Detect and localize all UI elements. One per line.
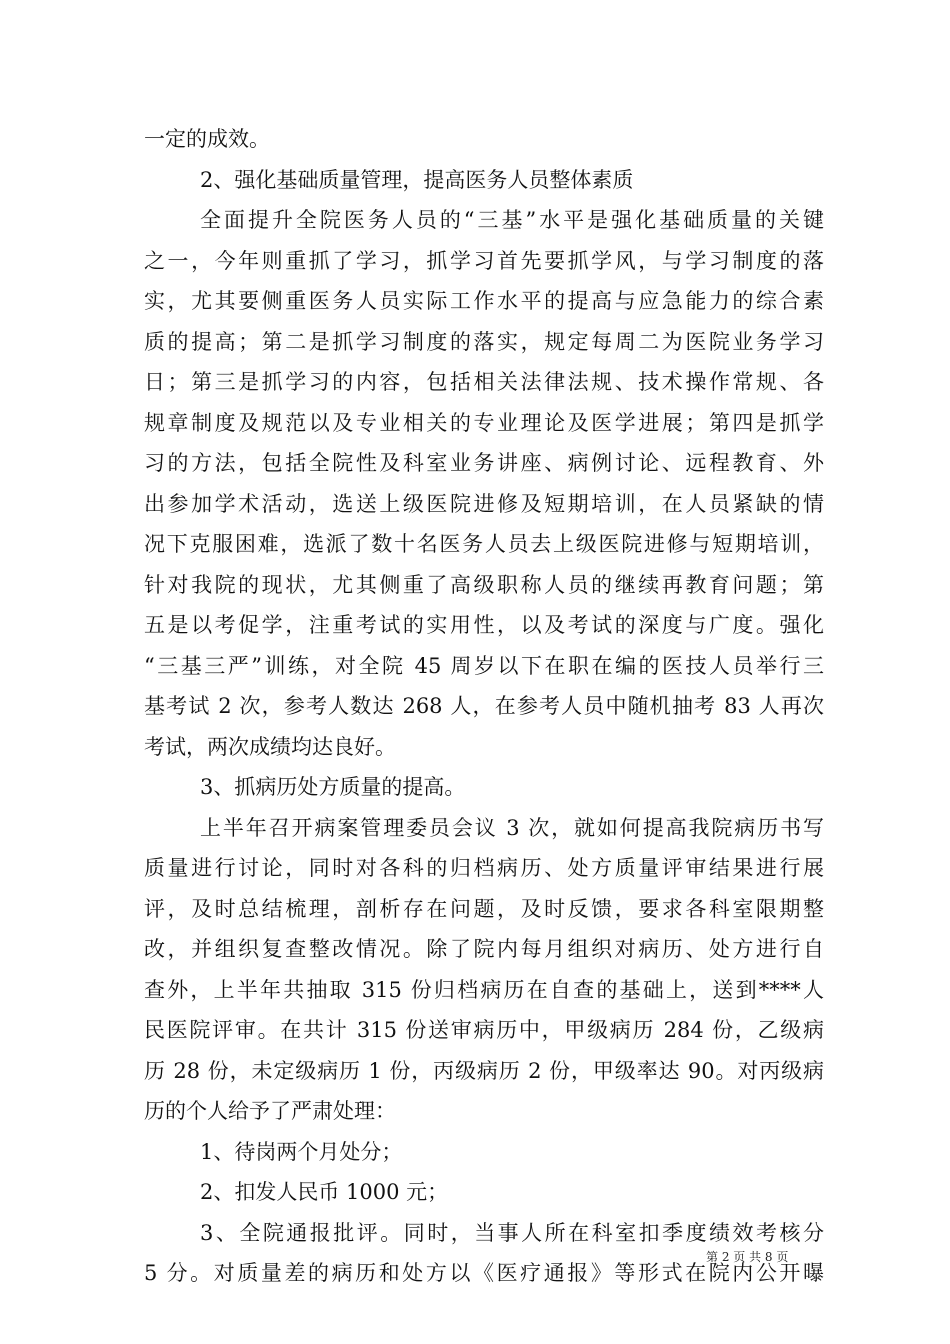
page-number-footer: 第 2 页 共 8 页 bbox=[706, 1250, 789, 1264]
text-line: 上半年召开病案管理委员会议 3 次，就如何提高我院病历书写 bbox=[200, 815, 824, 840]
text-line: 3、全院通报批评。同时，当事人所在科室扣季度绩效考核分 bbox=[200, 1220, 824, 1245]
text-line: 质量进行讨论，同时对各科的归档病历、处方质量评审结果进行展 bbox=[144, 856, 824, 880]
document-body bbox=[144, 119, 824, 1294]
text-line: 质的提高；第二是抓学习制度的落实，规定每周二为医院业务学习 bbox=[144, 329, 824, 354]
text-line: 一定的成效。 bbox=[144, 127, 270, 151]
text-line: 基考试 2 次，参考人数达 268 人，在参考人员中随机抽考 83 人再次 bbox=[144, 694, 824, 718]
text-line: 全面提升全院医务人员的“三基”水平是强化基础质量的关键 bbox=[200, 208, 824, 232]
text-line: 历的个人给予了严肃处理： bbox=[144, 1099, 396, 1123]
text-line: 历 28 份，未定级病历 1 份，丙级病历 2 份，甲级率达 90。对丙级病 bbox=[144, 1058, 824, 1083]
text-line: 规章制度及规范以及专业相关的专业理论及医学进展；第四是抓学 bbox=[144, 410, 824, 435]
text-line: 五是以考促学，注重考试的实用性，以及考试的深度与广度。强化 bbox=[144, 613, 824, 637]
text-line: 5 分。对质量差的病历和处方以《医疗通报》等形式在院内公开曝 bbox=[144, 1261, 824, 1285]
text-line: 民医院评审。在共计 315 份送审病历中，甲级病历 284 份，乙级病 bbox=[144, 1018, 824, 1042]
text-line: 之一，今年则重抓了学习，抓学习首先要抓学风，与学习制度的落 bbox=[144, 248, 824, 273]
text-line: 出参加学术活动，选送上级医院进修及短期培训，在人员紧缺的情 bbox=[144, 491, 824, 516]
text-line: 2、扣发人民币 1000 元； bbox=[200, 1180, 449, 1204]
text-line: 评，及时总结梳理，剖析存在问题，及时反馈，要求各科室限期整 bbox=[144, 896, 824, 921]
text-line: 改，并组织复查整改情况。除了院内每月组织对病历、处方进行自 bbox=[144, 937, 824, 961]
text-line: “三基三严”训练，对全院 45 周岁以下在职在编的医技人员举行三 bbox=[144, 653, 824, 678]
text-line: 考试，两次成绩均达良好。 bbox=[144, 734, 396, 759]
text-line: 1、待岗两个月处分； bbox=[200, 1139, 403, 1164]
text-line: 查外，上半年共抽取 315 份归档病历在自查的基础上，送到****人 bbox=[144, 977, 824, 1002]
text-line: 习的方法，包括全院性及科室业务讲座、病例讨论、远程教育、外 bbox=[144, 451, 824, 475]
text-line: 实，尤其要侧重医务人员实际工作水平的提高与应急能力的综合素 bbox=[144, 289, 824, 313]
text-line: 况下克服困难，选派了数十名医务人员去上级医院进修与短期培训， bbox=[144, 532, 824, 556]
text-line: 2、强化基础质量管理，提高医务人员整体素质 bbox=[200, 167, 634, 192]
text-line: 日；第三是抓学习的内容，包括相关法律法规、技术操作常规、各 bbox=[144, 370, 824, 394]
text-line: 3、抓病历处方质量的提高。 bbox=[200, 775, 466, 799]
text-line: 针对我院的现状，尤其侧重了高级职称人员的继续再教育问题；第 bbox=[144, 572, 824, 597]
